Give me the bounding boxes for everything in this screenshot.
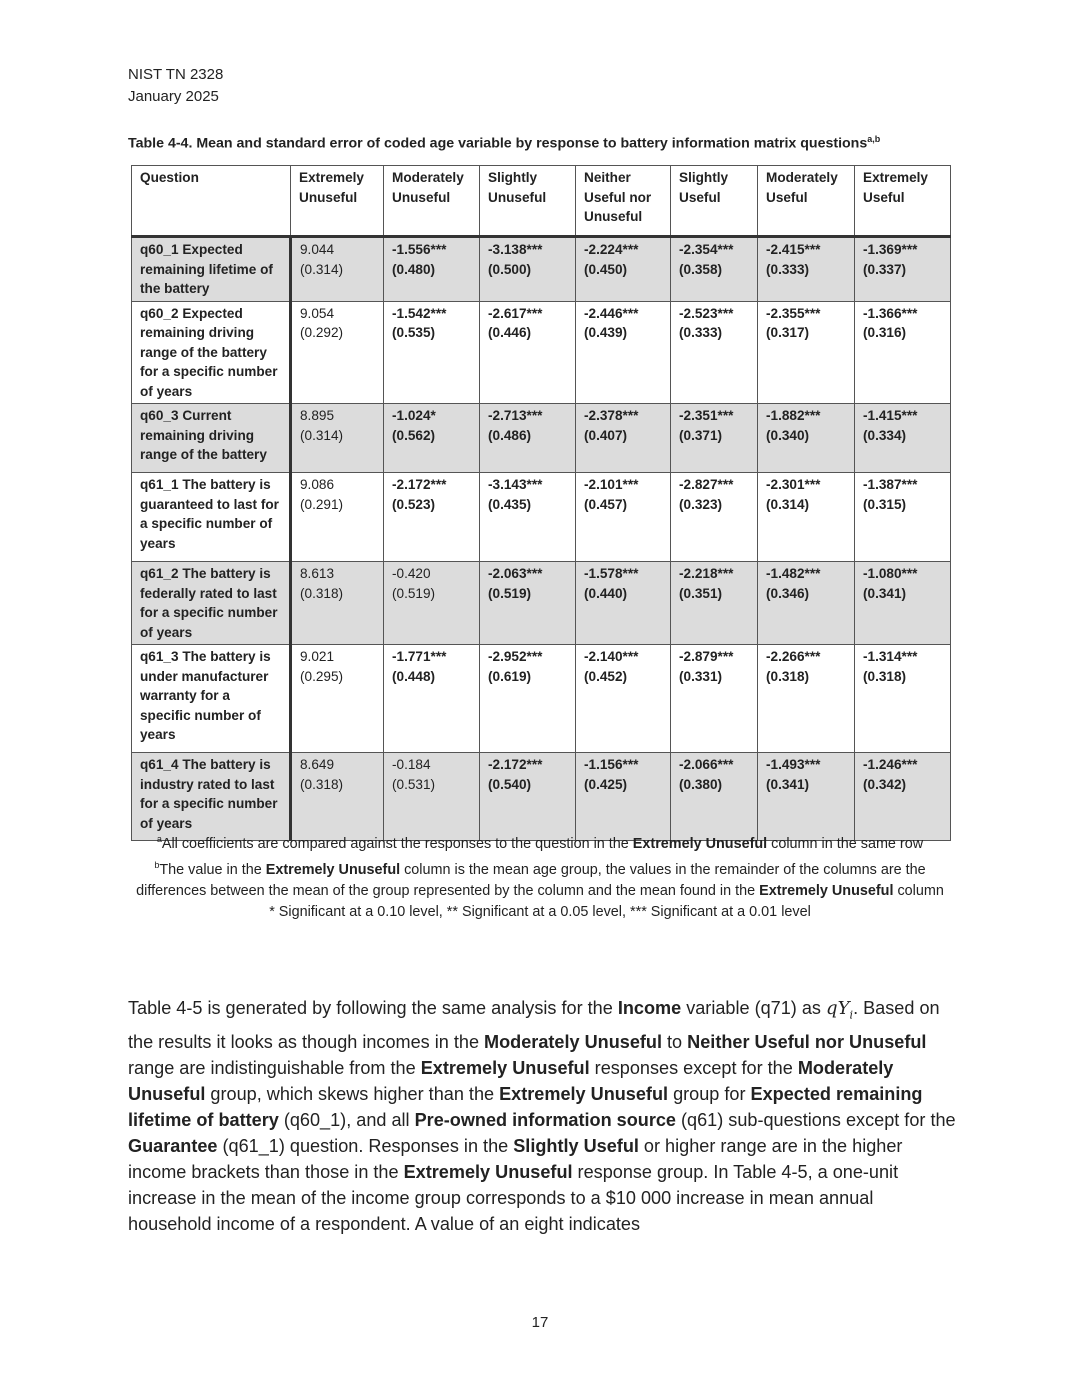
table-body [132, 237, 951, 841]
standard-error: (0.334) [863, 427, 907, 443]
standard-error: (0.316) [863, 325, 907, 340]
value-cell [291, 753, 384, 841]
para-text: response group. In Table 4-5, a one-unit increase in the mean of the income group corresponds to a $10 000 increase in mean annual household income of a respondent. A value of an eight indicates [128, 1161, 899, 1234]
standard-error: (0.314) [300, 427, 344, 443]
value-cell [291, 237, 384, 302]
note-b [128, 855, 952, 902]
value-cell [384, 301, 480, 404]
standard-error: (0.531) [392, 776, 436, 792]
value-cell [576, 473, 671, 562]
estimate: -1.482*** [766, 566, 821, 581]
estimate: -2.879*** [679, 649, 734, 664]
value-cell [291, 301, 384, 404]
para-bold: Extremely Unuseful [499, 1083, 669, 1104]
math-subscript: i [849, 1008, 854, 1022]
standard-error: (0.523) [392, 496, 436, 512]
para-text: variable (q71) as [681, 998, 826, 1018]
estimate: 8.613 [300, 566, 335, 581]
value-cell [671, 645, 758, 753]
report-date: January 2025 [128, 88, 219, 105]
standard-error: (0.435) [488, 496, 532, 512]
estimate: -2.224*** [584, 242, 639, 257]
standard-error: (0.341) [863, 585, 907, 601]
value-cell [480, 473, 576, 562]
standard-error: (0.317) [766, 325, 810, 340]
estimate: -2.101*** [584, 477, 639, 492]
standard-error: (0.323) [679, 496, 723, 512]
table-row [132, 404, 951, 473]
estimate: -2.354*** [679, 242, 734, 257]
estimate: -0.420 [392, 566, 431, 581]
note-b-emphasis-2: Extremely Unuseful [759, 883, 894, 900]
table-caption-text: Table 4-4. Mean and standard error of coded age variable by response to battery information matrix questions [128, 135, 868, 152]
standard-error: (0.318) [300, 776, 344, 792]
column-header: Extremely Useful [855, 166, 951, 237]
value-cell [480, 753, 576, 841]
standard-error: (0.540) [488, 776, 532, 792]
standard-error: (0.342) [863, 776, 907, 792]
table-row [132, 301, 951, 404]
estimate: -1.556*** [392, 242, 447, 257]
standard-error: (0.318) [863, 668, 907, 684]
estimate: -2.378*** [584, 408, 639, 423]
value-cell [855, 753, 951, 841]
note-a [128, 829, 952, 855]
para-bold: Moderately Unuseful [484, 1031, 662, 1052]
para-text: or higher range are in the higher income brackets than those in the [128, 1135, 903, 1182]
standard-error: (0.452) [584, 668, 628, 684]
note-b-emphasis-1: Extremely Unuseful [265, 861, 401, 878]
standard-error: (0.380) [679, 776, 723, 792]
estimate: 9.021 [300, 649, 335, 664]
estimate: -2.218*** [679, 566, 734, 581]
value-cell [291, 404, 384, 473]
significance-note: * Significant at a 0.10 level, ** Significant at a 0.05 level, *** Significant at a 0.01 level [269, 904, 811, 921]
estimate: -2.140*** [584, 649, 639, 664]
estimate: -2.172*** [392, 477, 447, 492]
standard-error: (0.448) [392, 668, 436, 684]
estimate: -1.387*** [863, 477, 918, 492]
math-expression [826, 998, 854, 1022]
standard-error: (0.519) [488, 585, 532, 601]
para-text: range are indistinguishable from the [128, 1057, 421, 1078]
standard-error: (0.292) [300, 325, 344, 340]
standard-error: (0.562) [392, 427, 436, 443]
question-cell: q60_2 Expected remaining driving range of the battery for a specific number of years [132, 301, 291, 404]
question-cell: q61_3 The battery is under manufacturer warranty for a specific number of years [132, 645, 291, 753]
estimate: -1.369*** [863, 242, 918, 257]
para-bold: Expected remaining lifetime of battery [128, 1083, 923, 1130]
standard-error: (0.500) [488, 261, 532, 277]
value-cell [758, 473, 855, 562]
estimate: 8.649 [300, 757, 335, 772]
para-text: (q61_1) question. Responses in the [217, 1135, 514, 1156]
value-cell [576, 237, 671, 302]
para-text: . Based on the results it looks as though incomes in the [128, 998, 940, 1052]
standard-error: (0.340) [766, 427, 810, 443]
value-cell [384, 562, 480, 645]
standard-error: (0.439) [584, 325, 628, 340]
standard-error: (0.425) [584, 776, 628, 792]
para-text: Table 4-5 is generated by following the same analysis for the [128, 998, 618, 1018]
standard-error: (0.318) [766, 668, 810, 684]
standard-error: (0.341) [766, 776, 810, 792]
value-cell [671, 753, 758, 841]
question-cell: q61_1 The battery is guaranteed to last for a specific number of years [132, 473, 291, 562]
estimate: -1.493*** [766, 757, 821, 772]
note-b-mark: b [154, 860, 160, 871]
estimate: -2.172*** [488, 757, 543, 772]
estimate: -1.024* [392, 408, 436, 423]
column-header: Question [132, 166, 291, 237]
value-cell [855, 301, 951, 404]
column-header: Slightly Useful [671, 166, 758, 237]
estimate: -1.156*** [584, 757, 639, 772]
value-cell [576, 301, 671, 404]
standard-error: (0.333) [679, 325, 723, 340]
value-cell [855, 473, 951, 562]
value-cell [291, 562, 384, 645]
standard-error: (0.450) [584, 261, 628, 277]
para-bold: Income [617, 998, 682, 1018]
note-b-text: The value in the [159, 861, 266, 878]
para-bold: Slightly Useful [513, 1135, 639, 1156]
value-cell [576, 562, 671, 645]
note-b-text-end: column [893, 883, 944, 900]
value-cell [855, 404, 951, 473]
report-number: NIST TN 2328 [128, 66, 224, 83]
body-paragraph [128, 995, 958, 1237]
estimate: 9.044 [300, 242, 335, 257]
para-text: to [662, 1031, 688, 1052]
value-cell [671, 301, 758, 404]
standard-error: (0.371) [679, 427, 723, 443]
estimate: -1.771*** [392, 649, 447, 664]
estimate: -0.184 [392, 757, 431, 772]
value-cell [576, 404, 671, 473]
question-cell: q60_1 Expected remaining lifetime of the battery [132, 237, 291, 302]
standard-error: (0.351) [679, 585, 723, 601]
estimate: -2.351*** [679, 408, 734, 423]
estimate: 9.054 [300, 305, 335, 321]
para-text: group, which skews higher than the [205, 1083, 500, 1104]
table-caption-footnote-marks: a,b [867, 134, 881, 144]
question-cell: q61_2 The battery is federally rated to last for a specific number of years [132, 562, 291, 645]
column-header: Slightly Unuseful [480, 166, 576, 237]
estimate: 8.895 [300, 408, 335, 423]
math-base: qY [826, 998, 850, 1019]
standard-error: (0.480) [392, 261, 436, 277]
standard-error: (0.314) [300, 261, 344, 277]
table-row [132, 473, 951, 562]
standard-error: (0.446) [488, 325, 532, 340]
value-cell [480, 301, 576, 404]
estimate: 9.086 [300, 477, 335, 492]
value-cell [671, 237, 758, 302]
para-text: group for [668, 1083, 751, 1104]
estimate: -1.415*** [863, 408, 918, 423]
standard-error: (0.337) [863, 261, 907, 277]
standard-error: (0.333) [766, 261, 810, 277]
value-cell [855, 562, 951, 645]
estimate: -2.446*** [584, 305, 639, 321]
value-cell [758, 301, 855, 404]
value-cell [671, 404, 758, 473]
value-cell [384, 473, 480, 562]
value-cell [855, 237, 951, 302]
estimate: -2.523*** [679, 305, 734, 321]
standard-error: (0.331) [679, 668, 723, 684]
standard-error: (0.291) [300, 496, 344, 512]
para-bold: Guarantee [128, 1135, 218, 1156]
standard-error: (0.535) [392, 325, 436, 340]
column-header: Extremely Unuseful [291, 166, 384, 237]
value-cell [758, 645, 855, 753]
standard-error: (0.407) [584, 427, 628, 443]
table-caption [128, 129, 968, 154]
value-cell [671, 473, 758, 562]
value-cell [384, 645, 480, 753]
estimate: -1.542*** [392, 305, 447, 321]
column-header: Neither Useful nor Unuseful [576, 166, 671, 237]
table-notes [128, 829, 952, 924]
standard-error: (0.295) [300, 668, 344, 684]
standard-error: (0.315) [863, 496, 907, 512]
value-cell [384, 404, 480, 473]
table-row [132, 753, 951, 841]
value-cell [291, 473, 384, 562]
estimate: -1.882*** [766, 408, 821, 423]
age-by-response-table [131, 165, 951, 841]
para-bold: Neither Useful nor Unuseful [687, 1031, 927, 1052]
standard-error: (0.358) [679, 261, 723, 277]
table-row [132, 645, 951, 753]
estimate: -2.827*** [679, 477, 734, 492]
standard-error: (0.314) [766, 496, 810, 512]
value-cell [671, 562, 758, 645]
table-row [132, 562, 951, 645]
table-header-row [132, 166, 951, 237]
note-a-text: All coefficients are compared against the responses to the question in the [161, 835, 633, 852]
value-cell [576, 645, 671, 753]
value-cell [480, 237, 576, 302]
estimate: -2.301*** [766, 477, 821, 492]
value-cell [480, 404, 576, 473]
column-header: Moderately Useful [758, 166, 855, 237]
estimate: -1.080*** [863, 566, 918, 581]
para-text: (q60_1), and all [278, 1109, 415, 1130]
para-bold: Extremely Unuseful [420, 1057, 590, 1078]
value-cell [758, 562, 855, 645]
value-cell [291, 645, 384, 753]
estimate: -3.138*** [488, 242, 543, 257]
value-cell [758, 404, 855, 473]
note-a-text-end: column in the same row [767, 835, 924, 852]
question-cell: q60_3 Current remaining driving range of the battery [132, 404, 291, 473]
standard-error: (0.318) [300, 585, 344, 601]
standard-error: (0.457) [584, 496, 628, 512]
estimate: -2.415*** [766, 242, 821, 257]
column-header: Moderately Unuseful [384, 166, 480, 237]
estimate: -1.578*** [584, 566, 639, 581]
estimate: -1.246*** [863, 757, 918, 772]
para-bold: Moderately Unuseful [128, 1057, 894, 1104]
standard-error: (0.486) [488, 427, 532, 443]
estimate: -2.066*** [679, 757, 734, 772]
estimate: -2.617*** [488, 305, 543, 321]
estimate: -2.063*** [488, 566, 543, 581]
value-cell [758, 753, 855, 841]
page-number: 17 [531, 1314, 549, 1331]
para-bold: Pre-owned information source [414, 1109, 676, 1130]
para-bold: Extremely Unuseful [403, 1161, 573, 1182]
standard-error: (0.619) [488, 668, 532, 684]
value-cell [576, 753, 671, 841]
table-row [132, 237, 951, 302]
value-cell [855, 645, 951, 753]
note-a-emphasis: Extremely Unuseful [632, 835, 768, 852]
estimate: -1.366*** [863, 305, 918, 321]
value-cell [480, 645, 576, 753]
estimate: -1.314*** [863, 649, 918, 664]
estimate: -2.266*** [766, 649, 821, 664]
value-cell [384, 237, 480, 302]
standard-error: (0.519) [392, 585, 436, 601]
standard-error: (0.346) [766, 585, 810, 601]
running-header [128, 64, 223, 108]
question-cell: q61_4 The battery is industry rated to last for a specific number of years [132, 753, 291, 841]
estimate: -2.355*** [766, 305, 821, 321]
note-b-text-mid: column is the mean age group, the values in the remainder of the columns are the differences between the mean of the group represented by the column and the mean found in the [136, 861, 926, 900]
value-cell [384, 753, 480, 841]
value-cell [758, 237, 855, 302]
estimate: -2.713*** [488, 408, 543, 423]
para-text: (q61) sub-questions except for the [676, 1109, 956, 1130]
note-a-mark: a [156, 834, 162, 844]
para-text: responses except for the [589, 1057, 798, 1078]
standard-error: (0.440) [584, 585, 628, 601]
estimate: -3.143*** [488, 477, 543, 492]
value-cell [480, 562, 576, 645]
estimate: -2.952*** [488, 649, 543, 664]
